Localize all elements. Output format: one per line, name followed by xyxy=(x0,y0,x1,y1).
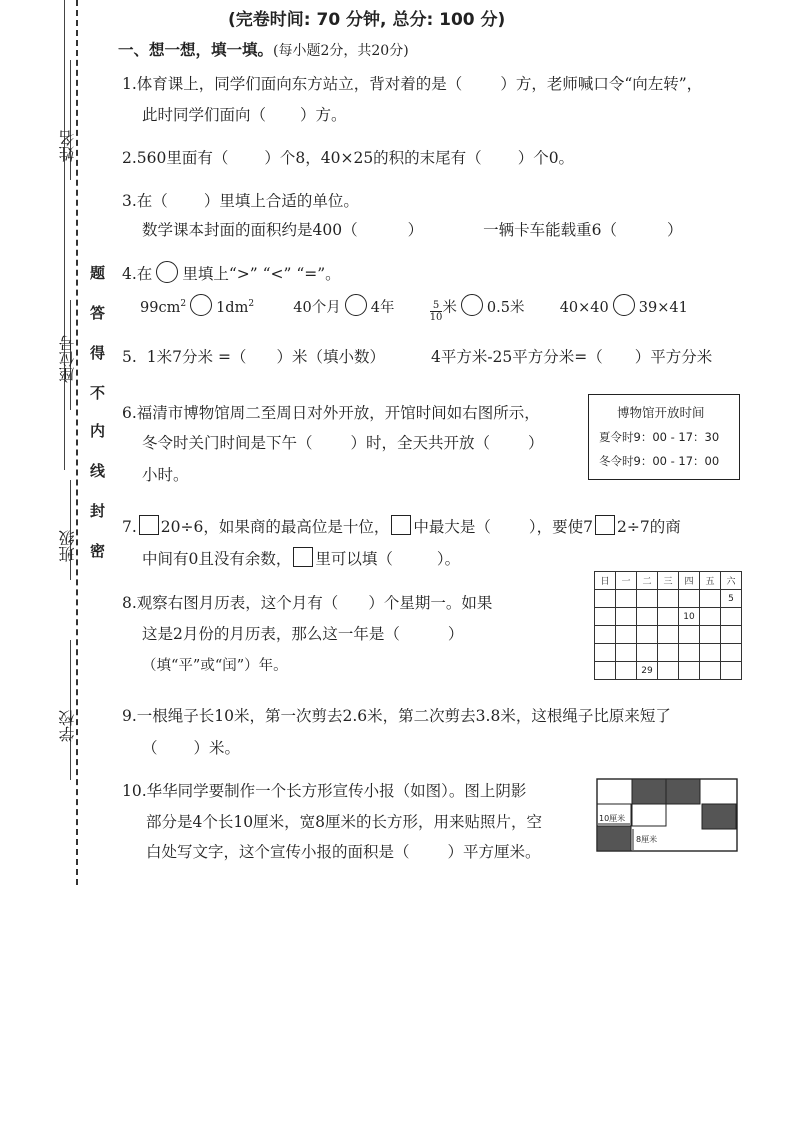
cal-day: 29 xyxy=(637,662,658,680)
cal-head: 日 xyxy=(595,572,616,590)
school-label: 学校 xyxy=(58,710,77,742)
q4-comparisons: $99cm^2$ $1dm^2$ 40个月 4年 $\frac{5}{10}$ 米 0.5米 40×40 39×41 xyxy=(140,294,688,323)
q8-line2: 这是2月份的月历表，那么这一年是（ ） xyxy=(142,625,464,643)
digit-box[interactable] xyxy=(595,515,615,535)
section-title xyxy=(118,38,409,60)
cal-day: 5 xyxy=(721,590,742,608)
seal-char: 答 xyxy=(90,304,106,322)
height-label: 8厘米 xyxy=(636,835,658,844)
summer-hours: 夏令时9：00 - 17：30 xyxy=(599,430,720,444)
calendar xyxy=(594,571,742,680)
exam-time-score: (完卷时间: 70 分钟, 总分: 100 分) xyxy=(228,10,506,30)
digit-box[interactable] xyxy=(391,515,411,535)
seal-char: 得 xyxy=(90,344,106,362)
binding-solid-line xyxy=(64,0,65,470)
photo-rect xyxy=(702,804,736,829)
q10-line2: 部分是4个长10厘米，宽8厘米的长方形，用来贴照片，空 xyxy=(146,813,542,831)
poster-figure xyxy=(596,778,738,852)
q9-line1: 9.一根绳子长10米，第一次剪去2.6米，第二次剪去3.8米，这根绳子比原来短了 xyxy=(122,707,671,725)
photo-rect xyxy=(632,779,666,804)
photo-rect xyxy=(666,779,700,804)
q6-line3: 小时。 xyxy=(142,466,189,484)
section-score-note: (每小题2分，共20分) xyxy=(273,43,409,59)
seal-char: 内 xyxy=(90,422,106,440)
q7-line2: 中间有0且没有余数， 里可以填（ ）。 xyxy=(142,547,460,569)
q2-line: 2.560里面有（ ）个8，40×25的积的末尾有（ ）个0。 xyxy=(122,149,575,167)
name-label: 姓名 xyxy=(58,130,77,162)
q10-line1: 10.华华同学要制作一个长方形宣传小报（如图）。图上阴影 xyxy=(122,782,527,800)
width-label: 10厘米 xyxy=(599,814,626,823)
cal-head: 五 xyxy=(700,572,721,590)
q7-line1: 7. 20÷6，如果商的最高位是十位， 中最大是（ ），要使7 2÷7的商 xyxy=(122,515,681,537)
q6-line1: 6.福清市博物馆周二至周日对外开放，开馆时间如右图所示， xyxy=(122,404,540,422)
fraction: $\frac{5}{10}$ xyxy=(429,300,443,323)
museum-hours-title: 博物馆开放时间 xyxy=(617,405,705,420)
seal-char: 不 xyxy=(90,384,106,402)
cal-head: 四 xyxy=(679,572,700,590)
q1-line1: 1.体育课上，同学们面向东方站立，背对着的是（ ）方，老师喊口令“向左转”， xyxy=(122,75,703,93)
seal-char: 密 xyxy=(90,542,106,560)
compare-circle[interactable] xyxy=(613,294,635,316)
q10-line3: 白处写文字，这个宣传小报的面积是（ ）平方厘米。 xyxy=(146,843,541,861)
q8-line3: （填“平”或“闰”）年。 xyxy=(142,658,288,674)
compare-circle[interactable] xyxy=(190,294,212,316)
seal-char: 线 xyxy=(90,462,106,480)
seal-char: 题 xyxy=(90,264,106,282)
digit-box[interactable] xyxy=(139,515,159,535)
q6-line2: 冬令时关门时间是下午（ ）时，全天共开放（ ） xyxy=(142,434,544,452)
winter-hours: 冬令时9：00 - 17：00 xyxy=(599,454,720,468)
name-underline xyxy=(70,60,71,180)
digit-box[interactable] xyxy=(293,547,313,567)
q1-line2: 此时同学们面向（ ）方。 xyxy=(142,106,347,124)
q9-line2: （ ）米。 xyxy=(142,739,241,757)
cal-head: 三 xyxy=(658,572,679,590)
compare-circle[interactable] xyxy=(156,261,178,283)
q4-intro: 4.在 里填上“>” “<” “=”。 xyxy=(122,261,341,284)
cal-head: 一 xyxy=(616,572,637,590)
photo-rect xyxy=(597,826,631,851)
seal-char: 封 xyxy=(90,502,106,520)
q5-line: 5. 1米7分米 =（ ）米（填小数） 4平方米-25平方分米=（ ）平方分米 xyxy=(122,348,713,366)
cal-day: 10 xyxy=(679,608,700,626)
q3-line2: 数学课本封面的面积约是400（ ） 一辆卡车能载重6（ ） xyxy=(142,221,683,239)
cal-head: 二 xyxy=(637,572,658,590)
seat-label: 座位号 xyxy=(58,335,77,383)
q3-line1: 3.在（ ）里填上合适的单位。 xyxy=(122,192,359,210)
cal-head: 六 xyxy=(721,572,742,590)
class-label: 班级 xyxy=(58,530,77,562)
museum-hours-box xyxy=(588,394,740,480)
q8-line1: 8.观察右图月历表，这个月有（ ）个星期一。如果 xyxy=(122,594,493,612)
section-title-text: 一、想一想，填一填。 xyxy=(118,41,274,59)
compare-circle[interactable] xyxy=(461,294,483,316)
compare-circle[interactable] xyxy=(345,294,367,316)
